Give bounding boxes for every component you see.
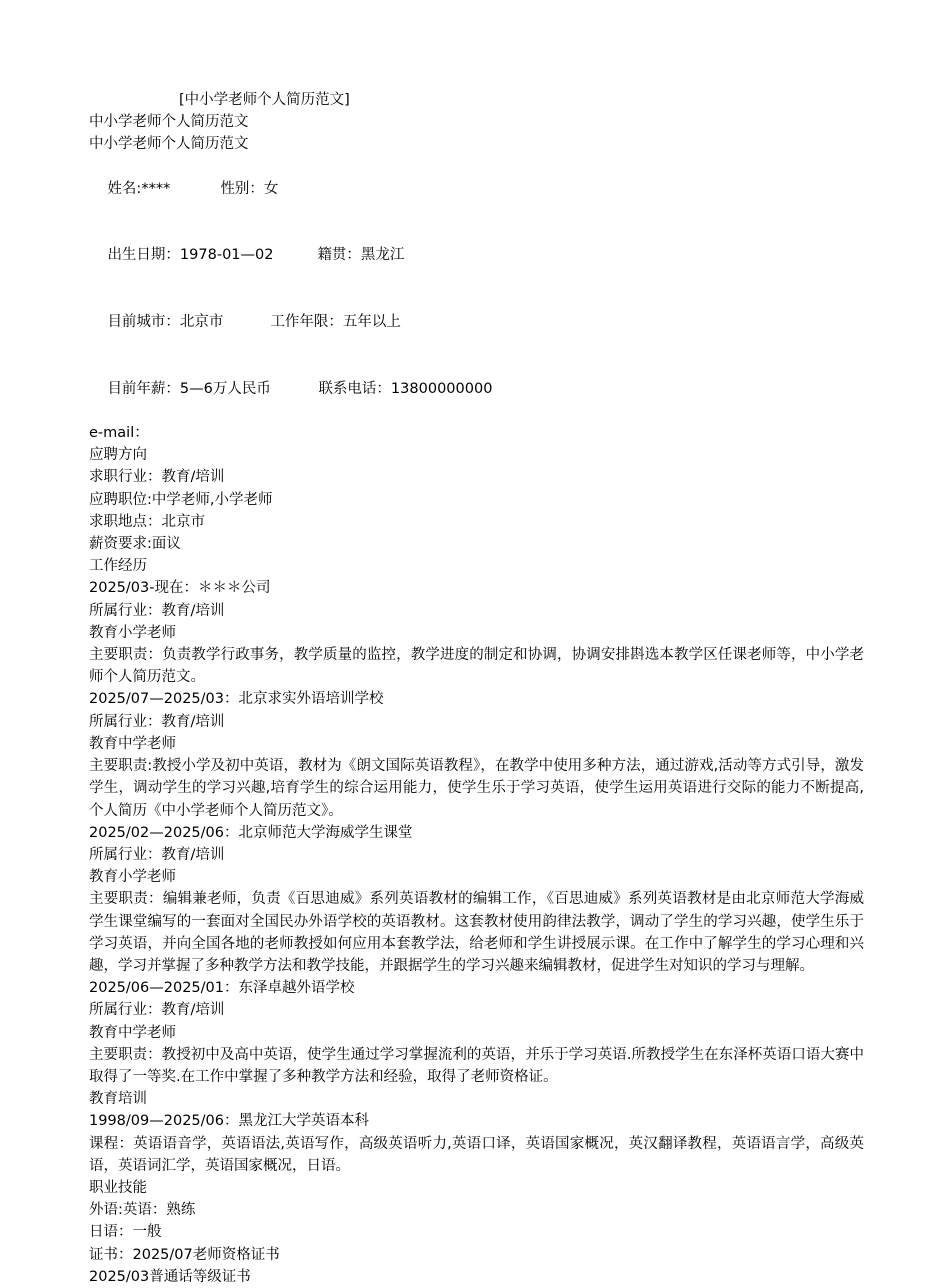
job-role: 教育小学老师 [89,869,176,886]
current-salary-field: 目前年薪：5—6万人民币 [107,380,271,397]
city-field: 目前城市：北京市 [107,314,224,331]
job-duties: 主要职责：编辑兼老师，负责《百思迪威》系列英语教材的编辑工作，《百思迪威》系列英语教材是由北京师范大学海威学生课堂编写的一套面对全国民办外语学校的英语教材。这套教材使用韵律法教学，调动了学生的学习兴趣，使学生乐于学习英语，并向全国各地的老师教授如何应用本套教学法，给老师和学生讲授展示课。在工作中了解学生的学习心理和兴趣，学习并掌握了多种教学方法和教学技能，并跟据学生的学习兴趣来编辑教材，促进学生对知识的学习与理解。 [89,891,864,974]
birth-date-field: 出生日期：1978-01—02 [107,247,274,264]
objective-salary: 薪资要求:面议 [89,536,181,553]
job-entry [89,822,864,977]
certificate-mandarin: 2025/03普通话等级证书 [89,1268,251,1285]
skills-heading: 职业技能 [89,1179,147,1196]
job-period: 2025/03-现在：＊＊＊公司 [89,580,271,597]
education-heading: 教育培训 [89,1091,147,1108]
birth-origin-row [89,222,864,289]
work-years-field: 工作年限：五年以上 [270,314,401,331]
resume-title: 中小学老师个人简历范文 [89,114,249,131]
job-period: 2025/07—2025/03：北京求实外语培训学校 [89,691,384,708]
origin-field: 籍贯：黑龙江 [317,247,405,264]
job-industry: 所属行业：教育/培训 [89,602,225,619]
job-period: 2025/06—2025/01：东泽卓越外语学校 [89,980,355,997]
job-role: 教育中学老师 [89,735,176,752]
email-field: e-mail： [89,425,149,442]
job-role: 教育中学老师 [89,1024,176,1041]
job-entry [89,577,864,688]
resume-document [89,89,864,1288]
job-entry [89,688,864,821]
objective-position: 应聘职位:中学老师,小学老师 [89,491,273,508]
name-gender-row [89,156,864,223]
phone-field: 联系电话：13800000000 [318,380,493,397]
objective-heading: 应聘方向 [89,447,147,464]
job-industry: 所属行业：教育/培训 [89,1002,225,1019]
education-courses: 课程：英语语音学，英语语法,英语写作，高级英语听力,英语口译，英语国家概况，英汉翻译教程，英语语言学，高级英语，英语词汇学，英语国家概况，日语。 [89,1135,864,1174]
city-years-row [89,289,864,356]
bracket-title: [中小学老师个人简历范文] [179,92,350,108]
skill-japanese: 日语：一般 [89,1224,162,1241]
job-entry [89,977,864,1088]
gender-field: 性别：女 [220,180,279,197]
job-industry: 所属行业：教育/培训 [89,846,225,863]
job-duties: 主要职责：教授初中及高中英语，使学生通过学习掌握流利的英语，并乐于学习英语.所教授学生在东泽杯英语口语大赛中取得了一等奖.在工作中掌握了多种教学方法和经验，取得了老师资格证。 [89,1046,864,1085]
salary-phone-row [89,355,864,422]
objective-industry: 求职行业：教育/培训 [89,469,225,486]
objective-location: 求职地点：北京市 [89,513,205,530]
job-role: 教育小学老师 [89,624,176,641]
job-duties: 主要职责:教授小学及初中英语，教材为《朗文国际英语教程》，在教学中使用多种方法，通过游戏,活动等方式引导，激发学生，调动学生的学习兴趣,培育学生的综合运用能力，使学生乐于学习英语，使学生运用英语进行交际的能力不断提高,个人简历《中小学老师个人简历范文》。 [89,758,864,819]
job-industry: 所属行业：教育/培训 [89,713,225,730]
name-field: 姓名:**** [107,180,171,197]
job-period: 2025/02—2025/06：北京师范大学海威学生课堂 [89,824,413,841]
experience-heading: 工作经历 [89,558,147,575]
education-period: 1998/09—2025/06：黑龙江大学英语本科 [89,1113,369,1130]
skill-english: 外语:英语：熟练 [89,1202,196,1219]
certificate-teacher: 证书：2025/07老师资格证书 [89,1246,280,1263]
job-duties: 主要职责：负责教学行政事务，教学质量的监控，教学进度的制定和协调，协调安排斟选本教学区任课老师等，中小学老师个人简历范文。 [89,647,864,686]
resume-subtitle: 中小学老师个人简历范文 [89,136,249,153]
